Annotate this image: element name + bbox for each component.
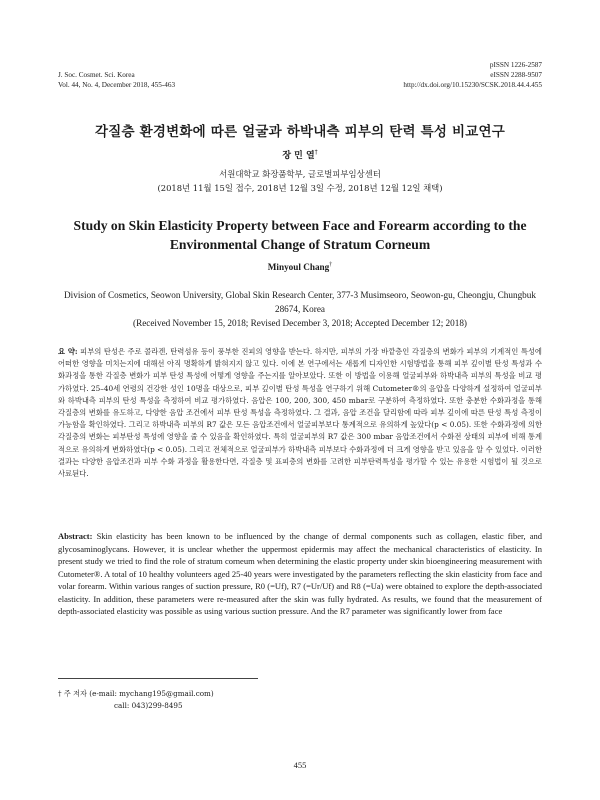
english-affiliation-block: [58, 288, 542, 330]
korean-affiliation-block: [0, 167, 600, 195]
journal-name: J. Soc. Cosmet. Sci. Korea: [58, 71, 135, 79]
footnote-divider: [58, 678, 258, 679]
korean-author-mark: †: [314, 149, 318, 156]
footnote-phone: call: 043)299-8495: [114, 701, 183, 710]
korean-affiliation: 서원대학교 화장품학부, 글로벌피부임상센터: [219, 169, 381, 179]
pissn: pISSN 1226-2587: [489, 61, 542, 69]
footnote-email: † 주 저자 (e-mail: mychang195@gmail.com): [58, 689, 214, 698]
english-title: Study on Skin Elasticity Property between Face and Forearm according to the Environmental Change of Stratum Corneum: [73, 218, 527, 252]
english-author-mark: †: [329, 262, 333, 268]
journal-volume: Vol. 44, No. 4, December 2018, 455-463: [58, 81, 176, 89]
korean-abstract-label: 요 약:: [58, 347, 78, 356]
korean-abstract-text: 피부의 탄성은 주로 콜라겐, 탄력섬유 등이 풍부한 진피의 영향을 받는다. 하지만, 피부의 가장 바깥층인 각질층의 변화가 피부의 기계적인 특성에 어떠한 영향을 미치는지에 대해선 아직 명확하게 밝혀지지 않고 있다. 이에 본 연구에서는 새롭게 디자인한 시험방법을 통해 피부 깊이별 탄성 특성과 수화과정을 통한 각질층 변화가 피부 탄성 특성에 어떻게 영향을 주는지를 알아보았다. 또한 이 방법을 이용해 얼굴피부와 하박내측 피부의 특성을 비교 평가하였다. 25–40세 연령의 건강한 성인 10명을 대상으로, 피부 깊이별 탄성 특성을 연구하기 위해 Cutometer®의 음압을 다양하게 설정하여 얼굴피부와 하박내측 피부의 탄성 특성을 측정하여 비교 평가하였다. 음압은 100, 200, 300, 450 mbar로 구분하여 측정하였다. 또한 충분한 수화과정을 통해 각질층의 변화를 유도하고, 다양한 음압 조건에서 피부 탄성 특성을 측정하였다. 그 결과, 음압 조건을 달리함에 따라 피부 깊이에 따른 탄성 특성 측정이 가능함을 확인하였다. 그리고 하박내측 피부의 R7 값은 모든 음압조건에서 얼굴피부보다 통계적으로 유의하게 높았다(p < 0.05). 또한 수화과정에 의한 각질층의 변화는 피부탄성 특성에 영향을 줄 수 있음을 확인하였다. 특히 얼굴피부의 R7 값은 300 mbar 음압조건에서 수화전 상태의 피부에 비해 통계적으로 유의하게 변화하였다(p < 0.05). 그리고 전체적으로 얼굴피부가 하박내측 피부보다 수화과정에 더 크게 영향을 받고 있음을 알 수 있었다. 이러한 결과는 다양한 음압조건과 피부 수화 과정을 활용한다면, 각질층 및 표피층의 변화를 고려한 피부탄력특성을 평가할 수 있는 유용한 시험법이 될 것으로 사료된다.: [58, 347, 542, 479]
english-affiliation: Division of Cosmetics, Seowon University, Global Skin Research Center, 377-3 Musimseoro, Seowon-gu, Cheongju, Chungbuk 28674, Korea: [64, 290, 536, 314]
korean-author-name: 장 민 열: [282, 151, 315, 161]
korean-author: [0, 148, 600, 161]
korean-dates: (2018년 11월 15일 접수, 2018년 12월 3일 수정, 2018년 12월 12일 채택): [157, 183, 443, 193]
korean-title: 각질층 환경변화에 따른 얼굴과 하박내측 피부의 탄력 특성 비교연구: [95, 124, 505, 140]
doi-link[interactable]: http://dx.doi.org/10.15230/SCSK.2018.44.4.455: [403, 81, 542, 89]
journal-header-left: [58, 70, 175, 90]
english-abstract-label: Abstract:: [58, 531, 93, 541]
eissn: eISSN 2288-9507: [490, 71, 542, 79]
english-dates: (Received November 15, 2018; Revised December 3, 2018; Accepted December 12; 2018): [133, 318, 467, 328]
english-abstract: [58, 530, 542, 618]
korean-abstract: [58, 346, 542, 480]
english-abstract-text: Skin elasticity has been known to be influenced by the change of dermal components such as collagen, elastic fiber, and glycosaminoglycans. However, it is unclear whether the uppermost epidermis may affect the mechanical characteristics of elasticity. In present study we tried to find the role of stratum corneum when determining the elastic property under skin bioengineering measurement with Cutometer®. A total of 10 healthy volunteers aged 25-40 years were investigated by the parameters reflecting the skin elasticity from face and volar forearm. Within various ranges of suction pressure, R0 (=Uf), R7 (=Ur/Uf) and R8 (=Ua) were obtained to explore the depth-associated elasticity. In addition, these parameters were re-measured after the skin was fully hydrated. As results, we found that the measurement of depth-associated elasticity was possible as using various suction pressure. And the R7 parameter was significantly lower from face: [58, 531, 542, 616]
page-number: 455: [293, 760, 307, 770]
english-author: [0, 262, 600, 272]
english-author-name: Minyoul Chang: [267, 262, 330, 273]
journal-header-right: [403, 60, 542, 90]
footnote: [58, 688, 214, 712]
